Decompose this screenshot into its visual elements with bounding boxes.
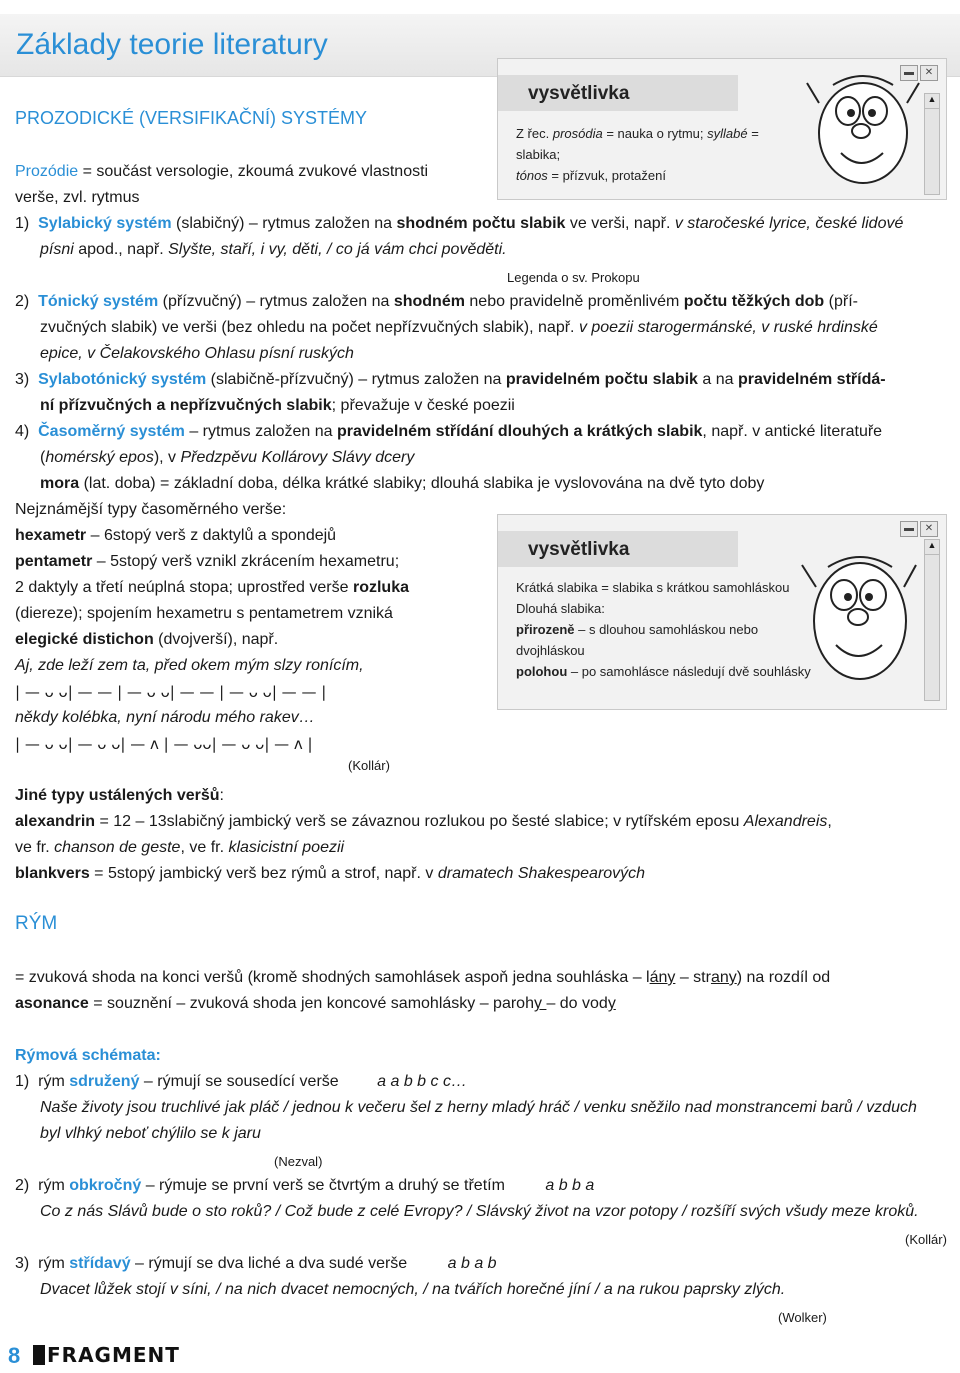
explain-text: = slabika;	[516, 126, 759, 162]
explain-text: Z řec.	[516, 126, 553, 141]
text: – 5stopý verš vznikl zkrácením hexametru;	[92, 553, 400, 570]
text: = souznění – zvuková shoda jen koncové samohlásky – paroh	[88, 995, 534, 1012]
author-note: (Wolker)	[778, 1310, 827, 1325]
item-title: Tónický systém	[38, 293, 159, 310]
cartoon-character-icon	[803, 63, 923, 201]
text: , ve fr.	[180, 839, 229, 856]
text: ), v	[153, 449, 181, 466]
logo-mark-icon	[33, 1345, 45, 1365]
elegicke-def	[15, 630, 278, 650]
metric-scheme: | — ᴗ ᴗ| — — | — ᴗ ᴗ| — — | — ᴗ ᴗ| — — |	[15, 683, 327, 701]
text: = 12 – 13slabičný jambický verš se závaznou rozlukou po šesté slabice; v rytířském eposu	[95, 813, 744, 830]
text: ve fr.	[15, 839, 55, 856]
text: = součást versologie, zkoumá zvukové vlastnosti	[78, 163, 429, 180]
meters-intro: Nejznámější typy časoměrného verše:	[15, 501, 287, 518]
item-4-cont	[40, 448, 414, 468]
text-italic: písni	[40, 241, 74, 258]
scheme-name: střídavý	[69, 1255, 131, 1272]
text: – rýmují se dva liché a dva sudé verše	[130, 1255, 408, 1272]
item-3	[15, 370, 886, 390]
text: apod., např.	[73, 241, 169, 258]
explain-term: syllabé	[707, 126, 748, 141]
pentametr-def-cont2: (diereze); spojením hexametru s pentametrem vzniká	[15, 605, 393, 622]
text: :	[219, 787, 224, 804]
text-italic: Předzpěvu Kollárovy Slávy dcery	[180, 449, 415, 466]
source-note: Legenda o sv. Prokopu	[507, 270, 640, 285]
author-note: (Nezval)	[274, 1154, 323, 1169]
page-title: Základy teorie literatury	[16, 28, 328, 61]
item-number: 2)	[15, 293, 30, 310]
text: ve verši, např.	[565, 215, 675, 232]
publisher-logo	[33, 1343, 180, 1367]
blankvers-def	[15, 864, 645, 884]
scroll-up-icon[interactable]: ▲	[925, 540, 939, 555]
item-number: 3)	[15, 1255, 30, 1272]
text-italic: homérský epos	[45, 449, 154, 466]
item-title: Sylabický systém	[38, 215, 172, 232]
rym-definition	[15, 968, 830, 988]
text: nebo pravidelně proměnlivém	[464, 293, 684, 310]
text-bold: pravidelném počtu slabik	[505, 371, 698, 388]
text-bold: pravidelném střídání dlouhých a krátkých slabik	[336, 423, 703, 440]
scheme-name: obkročný	[69, 1177, 142, 1194]
item-2-cont2: epice, v Čelakovského Ohlasu písní ruských	[40, 345, 354, 362]
item-2	[15, 292, 858, 312]
pentametr-def	[15, 552, 399, 572]
text: – rýmují se sousedící verše	[139, 1073, 339, 1090]
info-box-1	[497, 58, 947, 200]
alexandrin-def	[15, 812, 832, 832]
rym-heading: RÝM	[15, 913, 58, 934]
verse-line: byl vlhký neboť chýlilo se k jaru	[40, 1125, 261, 1142]
item-2-cont	[40, 318, 878, 338]
text: ,	[827, 813, 832, 830]
text: – do vod	[546, 995, 608, 1012]
item-number: 3)	[15, 371, 30, 388]
info-box-2	[497, 514, 947, 710]
text: (přízvučný) – rytmus založen na	[158, 293, 394, 310]
term: Prozódie	[15, 163, 79, 180]
minimize-icon[interactable]: ▬	[900, 521, 918, 537]
prozodie-definition-cont: verše, zvl. rytmus	[15, 189, 140, 206]
alexandrin-def-cont	[15, 838, 344, 858]
text-bold: počtu těžkých dob	[683, 293, 825, 310]
page-number: 8	[8, 1343, 21, 1368]
heading: Jiné typy ustálených veršů	[15, 787, 220, 804]
info-box-title: vysvětlivka	[528, 83, 630, 104]
text-italic: Alexandreis	[743, 813, 828, 830]
explain-text: = přízvuk, protažení	[547, 168, 666, 183]
text-italic: v staročeské lyrice, české lidové	[674, 215, 904, 232]
item-number: 1)	[15, 1073, 30, 1090]
scroll-up-icon[interactable]: ▲	[925, 94, 939, 109]
verse-line: někdy kolébka, nyní národu mého rakev…	[15, 709, 315, 726]
text: , např. v antické literatuře	[702, 423, 883, 440]
text: (	[40, 449, 46, 466]
term: rozluka	[352, 579, 409, 596]
text: – 6stopý verš z daktylů a spondejů	[86, 527, 337, 544]
item-4	[15, 422, 882, 442]
text-italic: dramatech Shakespearových	[437, 865, 646, 882]
text: (slabičně-přízvučný) – rytmus založen na	[206, 371, 506, 388]
verse-line: Aj, zde leží zem ta, před okem mým slzy ronícím,	[15, 657, 364, 674]
text: zvučných slabik) ve verši (bez ohledu na počet nepřízvučných slabik), např.	[40, 319, 579, 336]
text: a na	[697, 371, 738, 388]
term: pentametr	[15, 553, 93, 570]
text-underline: any	[710, 969, 737, 986]
verse-quote: Slyšte, staří, i vy, děti, / co já vám chci pověděti.	[168, 241, 507, 258]
text-italic: v poezii starogermánské, v ruské hrdinské	[578, 319, 878, 336]
term: elegické distichon	[15, 631, 154, 648]
explain-text: dvojhláskou	[516, 643, 585, 658]
text: (pří-	[824, 293, 858, 310]
explain-term: polohou	[516, 664, 568, 679]
scrollbar[interactable]	[924, 93, 940, 195]
info-box-body	[516, 123, 806, 186]
other-types-heading	[15, 786, 224, 806]
item-number: 2)	[15, 1177, 30, 1194]
hexametr-def	[15, 526, 336, 546]
text-bold: pravidelném střídá-	[737, 371, 886, 388]
term: blankvers	[15, 865, 90, 882]
verse-line: Co z nás Slávů bude o sto roků? / Což bude z celé Evropy? / Slávský život na vzor potopy / rozšíří svých všudy meze kroků.	[40, 1203, 919, 1220]
prozodie-definition	[15, 162, 428, 182]
text: = 5stopý jambický verš bez rýmů a strof, např. v	[89, 865, 438, 882]
pentametr-def-cont	[15, 578, 409, 598]
text-bold: shodném počtu slabik	[396, 215, 566, 232]
item-title: Časoměrný systém	[38, 423, 185, 440]
section-heading: PROZODICKÉ (VERSIFIKAČNÍ) SYSTÉMY	[15, 108, 368, 128]
explain-text: – s dlouhou samohláskou nebo	[574, 622, 759, 637]
item-title: Sylabotónický systém	[38, 371, 207, 388]
scrollbar[interactable]	[924, 539, 940, 701]
explain-term: prosódia	[552, 126, 603, 141]
minimize-icon[interactable]: ▬	[900, 65, 918, 81]
text-bold: shodném	[393, 293, 465, 310]
explain-text: = nauka o rytmu;	[602, 126, 708, 141]
scheme-pattern: a b a b	[447, 1255, 497, 1272]
term: mora	[40, 475, 80, 492]
text: = zvuková shoda na konci veršů (kromě shodných samohlásek aspoň jedna souhláska – l	[15, 969, 650, 986]
metric-scheme: | — ᴗ ᴗ| — ᴗ ᴗ| — ʌ | — ᴗᴗ| — ᴗ ᴗ| — ʌ |	[15, 735, 313, 753]
close-icon[interactable]: ✕	[920, 521, 938, 537]
term: asonance	[15, 995, 89, 1012]
asonance-def	[15, 994, 616, 1014]
text: (lat. doba) = základní doba, délka krátké slabiky; dlouhá slabika je vyslovována na dvě tyto doby	[79, 475, 765, 492]
text-italic: chanson de geste	[54, 839, 181, 856]
text: ) na rozdíl od	[736, 969, 831, 986]
explain-text: Krátká slabika = slabika s krátkou samohláskou	[516, 580, 790, 595]
text-bold: ní přízvučných a nepřízvučných slabik	[40, 397, 332, 414]
scheme-name: sdružený	[69, 1073, 140, 1090]
text: (dvojverší), např.	[153, 631, 279, 648]
schemes-heading: Rýmová schémata:	[15, 1047, 161, 1064]
scheme-2	[15, 1176, 594, 1196]
scheme-pattern: a b b a	[545, 1177, 595, 1194]
text: 2 daktyly a třetí neúplná stopa; uprostřed verše	[15, 579, 353, 596]
mora-definition	[40, 474, 764, 494]
text: – rytmus založen na	[184, 423, 337, 440]
text-underline: ány	[649, 969, 676, 986]
author-note: (Kollár)	[348, 758, 390, 773]
info-box-title: vysvětlivka	[528, 539, 630, 560]
text: – str	[675, 969, 711, 986]
text: rým	[38, 1177, 70, 1194]
explain-term: přirozeně	[516, 622, 575, 637]
text-underline: y	[533, 995, 547, 1012]
explain-term: tónos	[516, 168, 548, 183]
logo-text: FRAGMENT	[47, 1343, 180, 1367]
term: alexandrin	[15, 813, 96, 830]
text: ; převažuje v české poezii	[331, 397, 515, 414]
item-3-cont	[40, 396, 515, 416]
scheme-1	[15, 1072, 467, 1092]
item-number: 1)	[15, 215, 30, 232]
text: rým	[38, 1073, 70, 1090]
info-box-body	[516, 577, 816, 682]
text-underline: y	[607, 995, 616, 1012]
author-note: (Kollár)	[905, 1232, 947, 1247]
item-1-cont	[40, 240, 507, 260]
term: hexametr	[15, 527, 87, 544]
item-1	[15, 214, 903, 234]
verse-line: Naše životy jsou truchlivé jak pláč / jednou k večeru šel z herny mladý hráč / venku sněžilo nad monstrancemi barů / vzduch	[40, 1099, 917, 1116]
verse-line: Dvacet lůžek stojí v síni, / na nich dvacet nemocných, / na tvářích horečné jíní / a na rukou paprsky zlých.	[40, 1281, 786, 1298]
text: rým	[38, 1255, 70, 1272]
scheme-3	[15, 1254, 497, 1274]
explain-text: Dlouhá slabika:	[516, 601, 605, 616]
explain-text: – po samohlásce následují dvě souhlásky	[567, 664, 811, 679]
close-icon[interactable]: ✕	[920, 65, 938, 81]
text: (slabičný) – rytmus založen na	[171, 215, 397, 232]
scheme-pattern: a a b b c c…	[377, 1073, 467, 1090]
item-number: 4)	[15, 423, 30, 440]
text: – rýmuje se první verš se čtvrtým a druhý se třetím	[141, 1177, 505, 1194]
cartoon-character-icon	[798, 541, 920, 705]
text-italic: klasicistní poezii	[228, 839, 345, 856]
